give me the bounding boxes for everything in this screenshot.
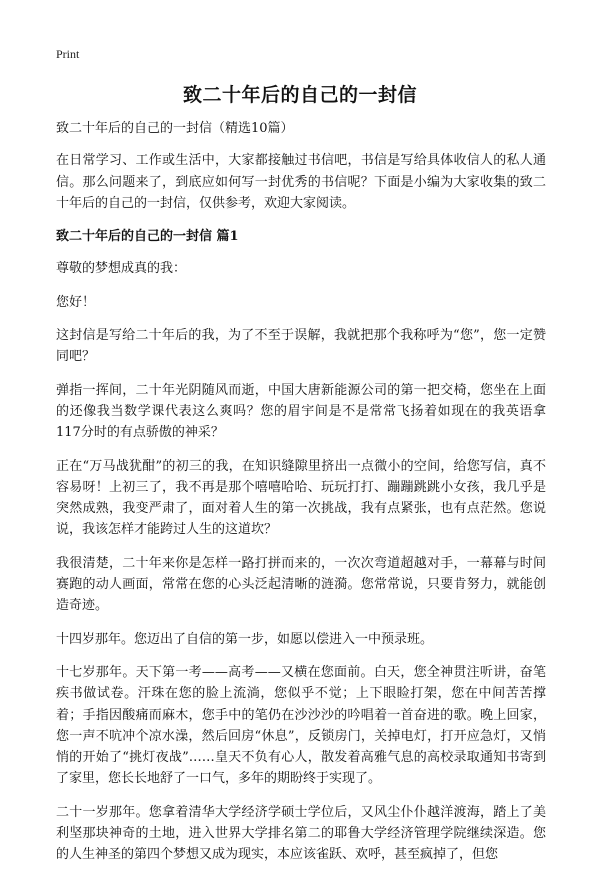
body-paragraph: 弹指一挥间，二十年光阴随风而逝，中国大唐新能源公司的第一把交椅，您坐在上面的还像我当数学课代表这么爽吗？您的眉宇间是不是常常飞扬着如现在的我英语拿117分时的有点骄傲的神采？: [56, 382, 546, 441]
body-paragraph: 正在“万马战犹酣”的初三的我，在知识缝隙里挤出一点微小的空间，给您写信，真不容易呀！上初三了，我不再是那个嘻嘻哈哈、玩玩打打、蹦蹦跳跳小女孩，我几乎是突然成熟，我变严肃了，面对着人生的第一次挑战，我有点紧张，也有点茫然。您说说，我该怎样才能跨过人生的这道坎？: [56, 458, 546, 538]
print-link[interactable]: Print: [56, 47, 80, 61]
letter-greeting: 您好！: [56, 294, 96, 310]
document-body: [56, 118, 546, 878]
body-paragraph: 这封信是写给二十年后的我，为了不至于误解，我就把那个我称呼为“您”，您一定赞同吧？: [56, 328, 546, 365]
document-title: 致二十年后的自己的一封信: [182, 84, 417, 106]
document-subtitle: 致二十年后的自己的一封信（精选10篇）: [56, 121, 294, 136]
body-paragraph: 二十一岁那年。您拿着清华大学经济学硕士学位后，又风尘仆仆越洋渡海，踏上了美利坚那块神奇的土地，进入世界大学排名第二的耶鲁大学经济管理学院继续深造。您的人生神圣的第四个梦想又成为现实，本应该雀跃、欢呼，甚至疯掉了，但您: [56, 804, 546, 863]
section-heading: 致二十年后的自己的一封信 篇1: [56, 229, 239, 245]
letter-salutation: 尊敬的梦想成真的我：: [56, 261, 187, 277]
body-paragraph: 我很清楚，二十年来你是怎样一路打拼而来的，一次次弯道超越对手，一幕幕与时间赛跑的动人画面，常常在您的心头泛起清晰的涟漪。您常常说，只要肯努力，就能创造奇迹。: [56, 555, 546, 614]
body-paragraph: 十七岁那年。天下第一考——高考——又横在您面前。白天，您全神贯注听讲，奋笔疾书做试卷。汗珠在您的脸上流淌，您似乎不觉；上下眼睑打架，您在中间苦苦撑着；手指因酸痛而麻木，您手中的笔仍在沙沙沙的吟唱着一首奋进的歌。晚上回家，您一声不吭冲个凉水澡，然后回房“休息”，反锁房门，关掉电灯，打开应急灯，又悄悄的开始了“挑灯夜战”……皇天不负有心人，散发着高雅气息的高校录取通知书寄到了家里，您长长地舒了一口气，多年的期盼终于实现了。: [56, 664, 546, 787]
intro-paragraph: 在日常学习、工作或生活中，大家都接触过书信吧，书信是写给具体收信人的私人通信。那么问题来了，到底应如何写一封优秀的书信呢？下面是小编为大家收集的致二十年后的自己的一封信，仅供参考，欢迎大家阅读。: [56, 153, 546, 211]
body-paragraph: 十四岁那年。您迈出了自信的第一步，如愿以偿进入一中预录班。: [56, 631, 434, 647]
